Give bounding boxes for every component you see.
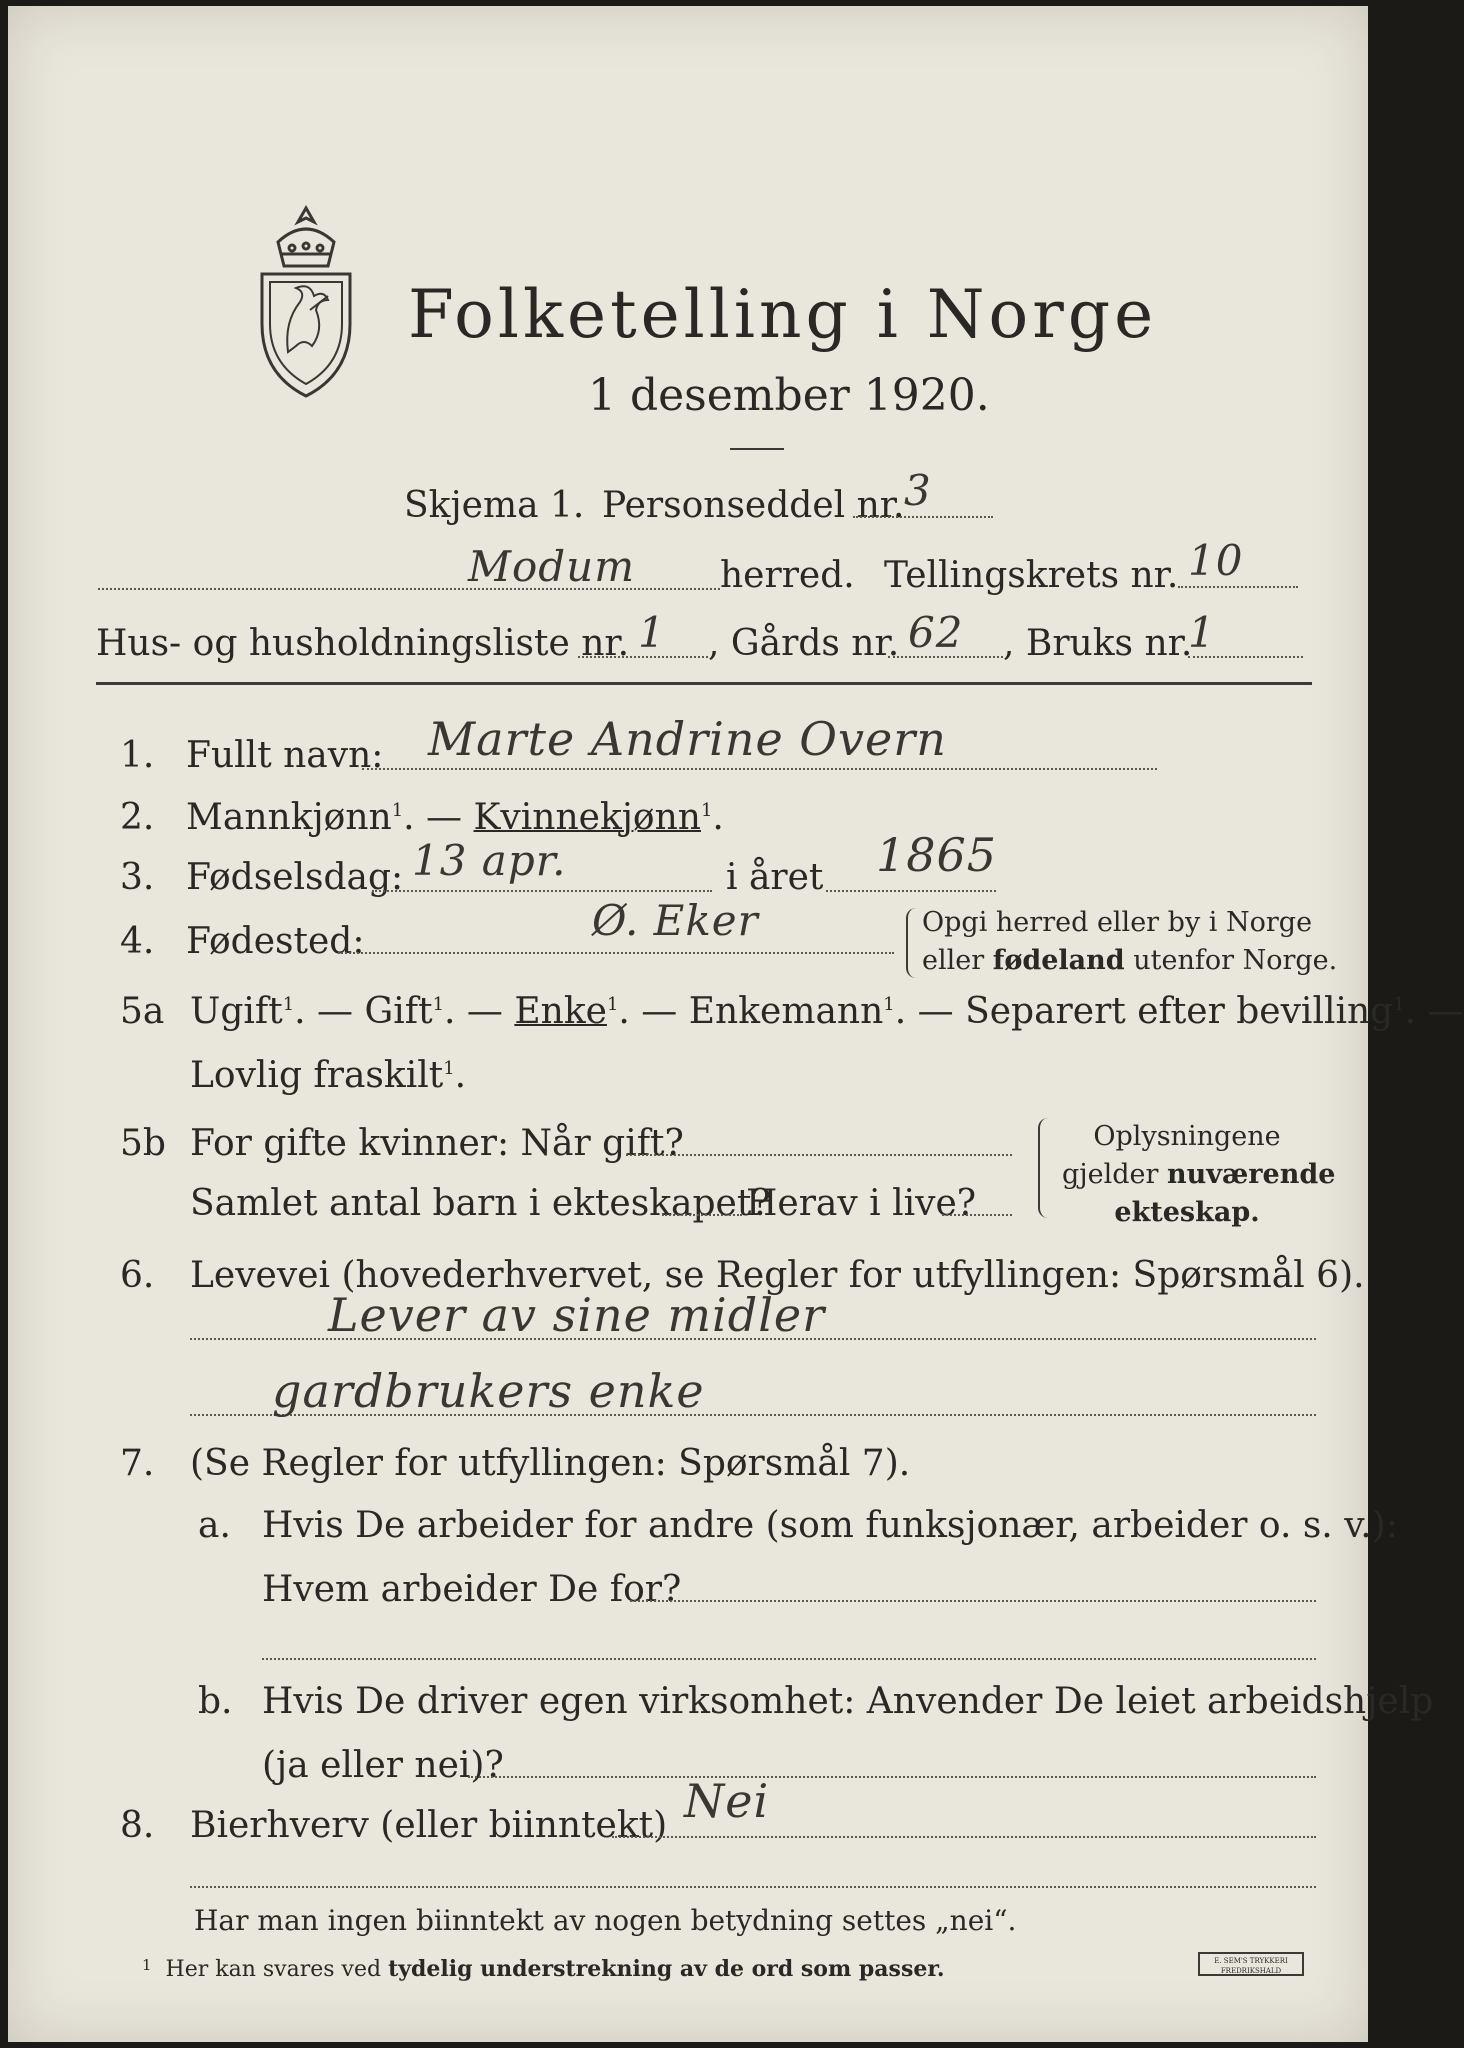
q6-number: 6. xyxy=(120,1255,155,1296)
q6-occupation-value-2: gardbrukers enke xyxy=(272,1364,705,1418)
q3-birth-date-value: 13 apr. xyxy=(412,836,567,885)
q5b-label-3: Herav i live? xyxy=(746,1183,977,1224)
gender-male-option: Mannkjønn xyxy=(186,797,392,838)
hus-value: 1 xyxy=(638,608,666,657)
title-divider xyxy=(730,448,784,450)
q4-number: 4. xyxy=(120,921,155,962)
q7b-letter: b. xyxy=(198,1681,233,1722)
census-form-sheet xyxy=(8,6,1464,2042)
personseddel-label: Personseddel nr. xyxy=(602,485,905,526)
q3-number: 3. xyxy=(120,857,155,898)
q7a-label-1: Hvis De arbeider for andre (som funksjonær, arbeider o. s. v.): xyxy=(262,1505,1398,1546)
q3-label: Fødselsdag: xyxy=(186,857,404,898)
bruks-value: 1 xyxy=(1188,608,1216,657)
herred-label: herred. xyxy=(720,555,855,596)
q1-label: Fullt navn: xyxy=(186,735,384,776)
q7-number: 7. xyxy=(120,1443,155,1484)
q2-gender-line: Mannkjønn$^1$. — Kvinnekjønn$^1$. xyxy=(186,797,724,838)
q7b-label-2: (ja eller nei)? xyxy=(262,1745,504,1786)
q3-year-label: i året xyxy=(726,857,824,898)
q2-number: 2. xyxy=(120,797,155,838)
q7b-label-1: Hvis De driver egen virksomhet: Anvender De leiet arbeidshjelp xyxy=(262,1681,1434,1722)
coat-of-arms-icon xyxy=(248,202,364,402)
marital-enke-underlined: Enke xyxy=(514,991,607,1032)
q7-label: (Se Regler for utfyllingen: Spørsmål 7). xyxy=(190,1443,911,1484)
q5b-label-2: Samlet antal barn i ekteskapet? xyxy=(190,1183,771,1224)
q8-side-income-value: Nei xyxy=(684,1774,770,1828)
tellingskrets-label: Tellingskrets nr. xyxy=(884,555,1179,596)
q5b-label-1: For gifte kvinner: Når gift? xyxy=(190,1123,684,1164)
gender-female-option-underlined: Kvinnekjønn xyxy=(473,797,701,838)
q6-label: Levevei (hovederhvervet, se Regler for utfyllingen: Spørsmål 6). xyxy=(190,1255,1365,1296)
q5a-line-2: Lovlig fraskilt$^1$. xyxy=(190,1055,467,1096)
skjema-label: Skjema 1. xyxy=(404,485,585,526)
q5a-marital-status-line: Ugift$^1$. — Gift$^1$. — Enke$^1$. — Enkemann$^1$. — Separert efter bevilling$^1$. — xyxy=(190,991,1464,1032)
form-title: Folketelling i Norge xyxy=(408,276,1158,353)
form-date: 1 desember 1920. xyxy=(588,370,990,421)
hus-label: Hus- og husholdningsliste nr. xyxy=(96,623,630,664)
bruks-label: , Bruks nr. xyxy=(1003,623,1193,664)
printer-stamp: E. SEM'S TRYKKERI FREDRIKSHALD xyxy=(1198,1952,1304,1976)
tellingskrets-value: 10 xyxy=(1188,536,1244,585)
q4-note: Opgi herred eller by i Norge eller fødeland utenfor Norge. xyxy=(922,907,1338,976)
q1-number: 1. xyxy=(120,735,155,776)
q5b-note: Oplysningene gjelder nuværende ekteskap. xyxy=(1062,1121,1336,1228)
q8-number: 8. xyxy=(120,1805,155,1846)
footnote: $^1$ Her kan svares ved tydelig understrekning av de ord som passer. xyxy=(142,1956,945,1982)
gards-value: 62 xyxy=(908,608,964,657)
q7a-label-2: Hvem arbeider De for? xyxy=(262,1569,682,1610)
q4-label: Fødested: xyxy=(186,921,365,962)
footer-note: Har man ingen biinntekt av nogen betydning settes „nei“. xyxy=(194,1904,1017,1937)
q6-occupation-value-1: Lever av sine midler xyxy=(328,1288,826,1342)
personseddel-value: 3 xyxy=(904,466,932,515)
q4-birthplace-value: Ø. Eker xyxy=(592,896,759,945)
q3-birth-year-value: 1865 xyxy=(876,828,998,882)
q8-label: Bierhverv (eller biinntekt) xyxy=(190,1805,668,1846)
header-divider xyxy=(96,682,1312,685)
q5a-number: 5a xyxy=(120,991,165,1032)
q1-full-name-value: Marte Andrine Overn xyxy=(428,712,947,766)
gards-label: , Gårds nr. xyxy=(708,623,900,664)
q5b-number: 5b xyxy=(120,1123,166,1164)
q7a-letter: a. xyxy=(198,1505,231,1546)
herred-value: Modum xyxy=(468,542,636,591)
